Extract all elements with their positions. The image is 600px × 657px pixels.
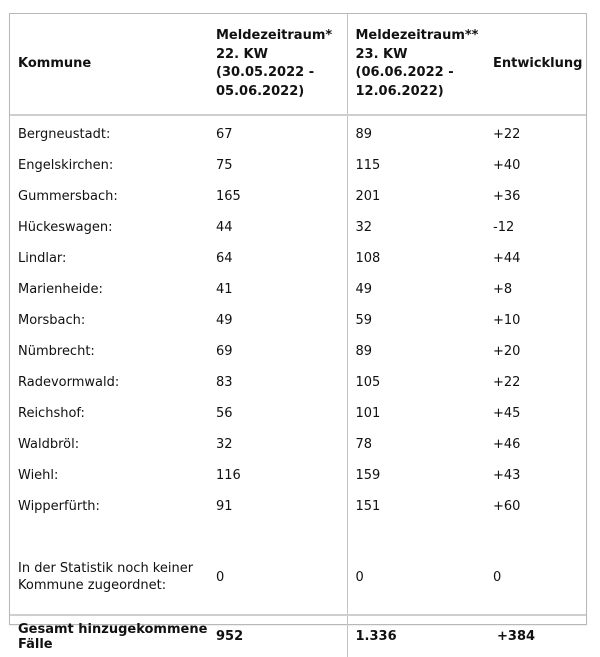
cell-kommune: Bergneustadt: bbox=[18, 127, 111, 142]
cell-entwicklung: +36 bbox=[493, 189, 521, 204]
cell-kw22: 83 bbox=[216, 375, 233, 390]
header-kw22 bbox=[208, 14, 347, 115]
cell-entwicklung: 0 bbox=[493, 569, 502, 585]
cell-kw23: 49 bbox=[347, 274, 485, 305]
header-kommune: Kommune bbox=[10, 14, 208, 115]
cell-kommune: Waldbröl: bbox=[18, 437, 80, 452]
cell-entwicklung: +8 bbox=[493, 282, 513, 297]
cell-kommune: Radevormwald: bbox=[18, 375, 120, 390]
cell-kw22: 49 bbox=[216, 313, 233, 328]
cell-total-kw22: 952 bbox=[208, 615, 347, 657]
header-kw22-line2: 22. KW bbox=[216, 46, 268, 62]
table-row bbox=[10, 274, 586, 305]
cell-entwicklung: +44 bbox=[493, 251, 521, 266]
cell-kw23: 89 bbox=[347, 336, 485, 367]
cell-entwicklung: +20 bbox=[493, 344, 521, 359]
cases-by-municipality-table bbox=[10, 14, 586, 657]
cell-total-label: Gesamt hinzugekommene Fälle bbox=[10, 615, 208, 657]
table-row bbox=[10, 150, 586, 181]
cell-kommune: Hückeswagen: bbox=[18, 220, 113, 235]
cell-kommune: Lindlar: bbox=[18, 251, 67, 266]
cell-kw22: 91 bbox=[216, 499, 233, 514]
cell-kommune: Engelskirchen: bbox=[18, 158, 114, 173]
cell-kw23: 32 bbox=[347, 212, 485, 243]
cell-kw22: 116 bbox=[216, 468, 241, 483]
cell-entwicklung: +60 bbox=[493, 499, 521, 514]
header-kw23-line2: 23. KW bbox=[355, 46, 408, 62]
cell-entwicklung: +22 bbox=[493, 127, 521, 142]
header-kw23 bbox=[347, 14, 485, 115]
cell-entwicklung: +45 bbox=[493, 406, 521, 421]
cell-kw22: 67 bbox=[216, 127, 233, 142]
cell-entwicklung: +40 bbox=[493, 158, 521, 173]
cell-entwicklung: +22 bbox=[493, 375, 521, 390]
cell-kw22: 0 bbox=[216, 569, 225, 585]
unassigned-row bbox=[10, 522, 586, 615]
cell-kommune: Wiehl: bbox=[18, 468, 59, 483]
header-kw22-line3: (30.05.2022 - bbox=[216, 65, 315, 80]
table-row bbox=[10, 243, 586, 274]
cell-kw23: 59 bbox=[347, 305, 485, 336]
cell-kommune: Reichshof: bbox=[18, 406, 85, 421]
table-row bbox=[10, 398, 586, 429]
cell-kw22: 56 bbox=[216, 406, 233, 421]
cell-entwicklung: +46 bbox=[493, 437, 521, 452]
cell-kw23: 115 bbox=[347, 150, 485, 181]
cell-kw22: 44 bbox=[216, 220, 233, 235]
table-row bbox=[10, 491, 586, 522]
cell-kw22: 165 bbox=[216, 189, 241, 204]
cell-entwicklung: +43 bbox=[493, 468, 521, 483]
table-row bbox=[10, 367, 586, 398]
cell-kw23: 108 bbox=[347, 243, 485, 274]
cell-unassigned-label: In der Statistik noch keiner Kommune zugeordnet: bbox=[18, 561, 194, 593]
header-kw23-line4: 12.06.2022) bbox=[355, 83, 444, 99]
table-row bbox=[10, 181, 586, 212]
cell-kommune: Gummersbach: bbox=[18, 189, 118, 204]
header-kw22-line1: Meldezeitraum* bbox=[216, 28, 333, 43]
cell-kw23: 78 bbox=[347, 429, 485, 460]
cell-kommune: Nümbrecht: bbox=[18, 344, 95, 359]
header-kw22-line4: 05.06.2022) bbox=[216, 83, 305, 99]
cell-kw22: 41 bbox=[216, 282, 233, 297]
header-kw23-line1: Meldezeitraum** bbox=[355, 28, 479, 43]
cell-kw22: 75 bbox=[216, 158, 233, 173]
cell-kommune: Marienheide: bbox=[18, 282, 103, 297]
cell-total-kw23: 1.336 bbox=[347, 615, 485, 657]
cell-kw23: 0 bbox=[347, 522, 485, 615]
cell-kommune: Morsbach: bbox=[18, 313, 86, 328]
header-row bbox=[10, 14, 586, 115]
cell-kw23: 201 bbox=[347, 181, 485, 212]
cell-entwicklung: -12 bbox=[493, 220, 515, 235]
table-row bbox=[10, 460, 586, 491]
cell-total-entwicklung: +384 bbox=[485, 615, 586, 657]
cell-kw23: 101 bbox=[347, 398, 485, 429]
cell-kw22: 32 bbox=[216, 437, 233, 452]
total-row bbox=[10, 615, 586, 657]
table-row bbox=[10, 429, 586, 460]
table-row bbox=[10, 305, 586, 336]
table-row bbox=[10, 212, 586, 243]
header-entwicklung: Entwicklung bbox=[485, 14, 586, 115]
cell-kw23: 151 bbox=[347, 491, 485, 522]
cell-kw22: 69 bbox=[216, 344, 233, 359]
cell-kw23: 159 bbox=[347, 460, 485, 491]
cell-kw22: 64 bbox=[216, 251, 233, 266]
cell-kommune: Wipperfürth: bbox=[18, 499, 100, 514]
header-kw23-line3: (06.06.2022 - bbox=[355, 65, 454, 80]
cell-kw23: 89 bbox=[347, 115, 485, 150]
cell-kw23: 105 bbox=[347, 367, 485, 398]
table-row bbox=[10, 336, 586, 367]
cell-entwicklung: +10 bbox=[493, 313, 521, 328]
covid-cases-table bbox=[9, 13, 587, 652]
table-row bbox=[10, 115, 586, 150]
